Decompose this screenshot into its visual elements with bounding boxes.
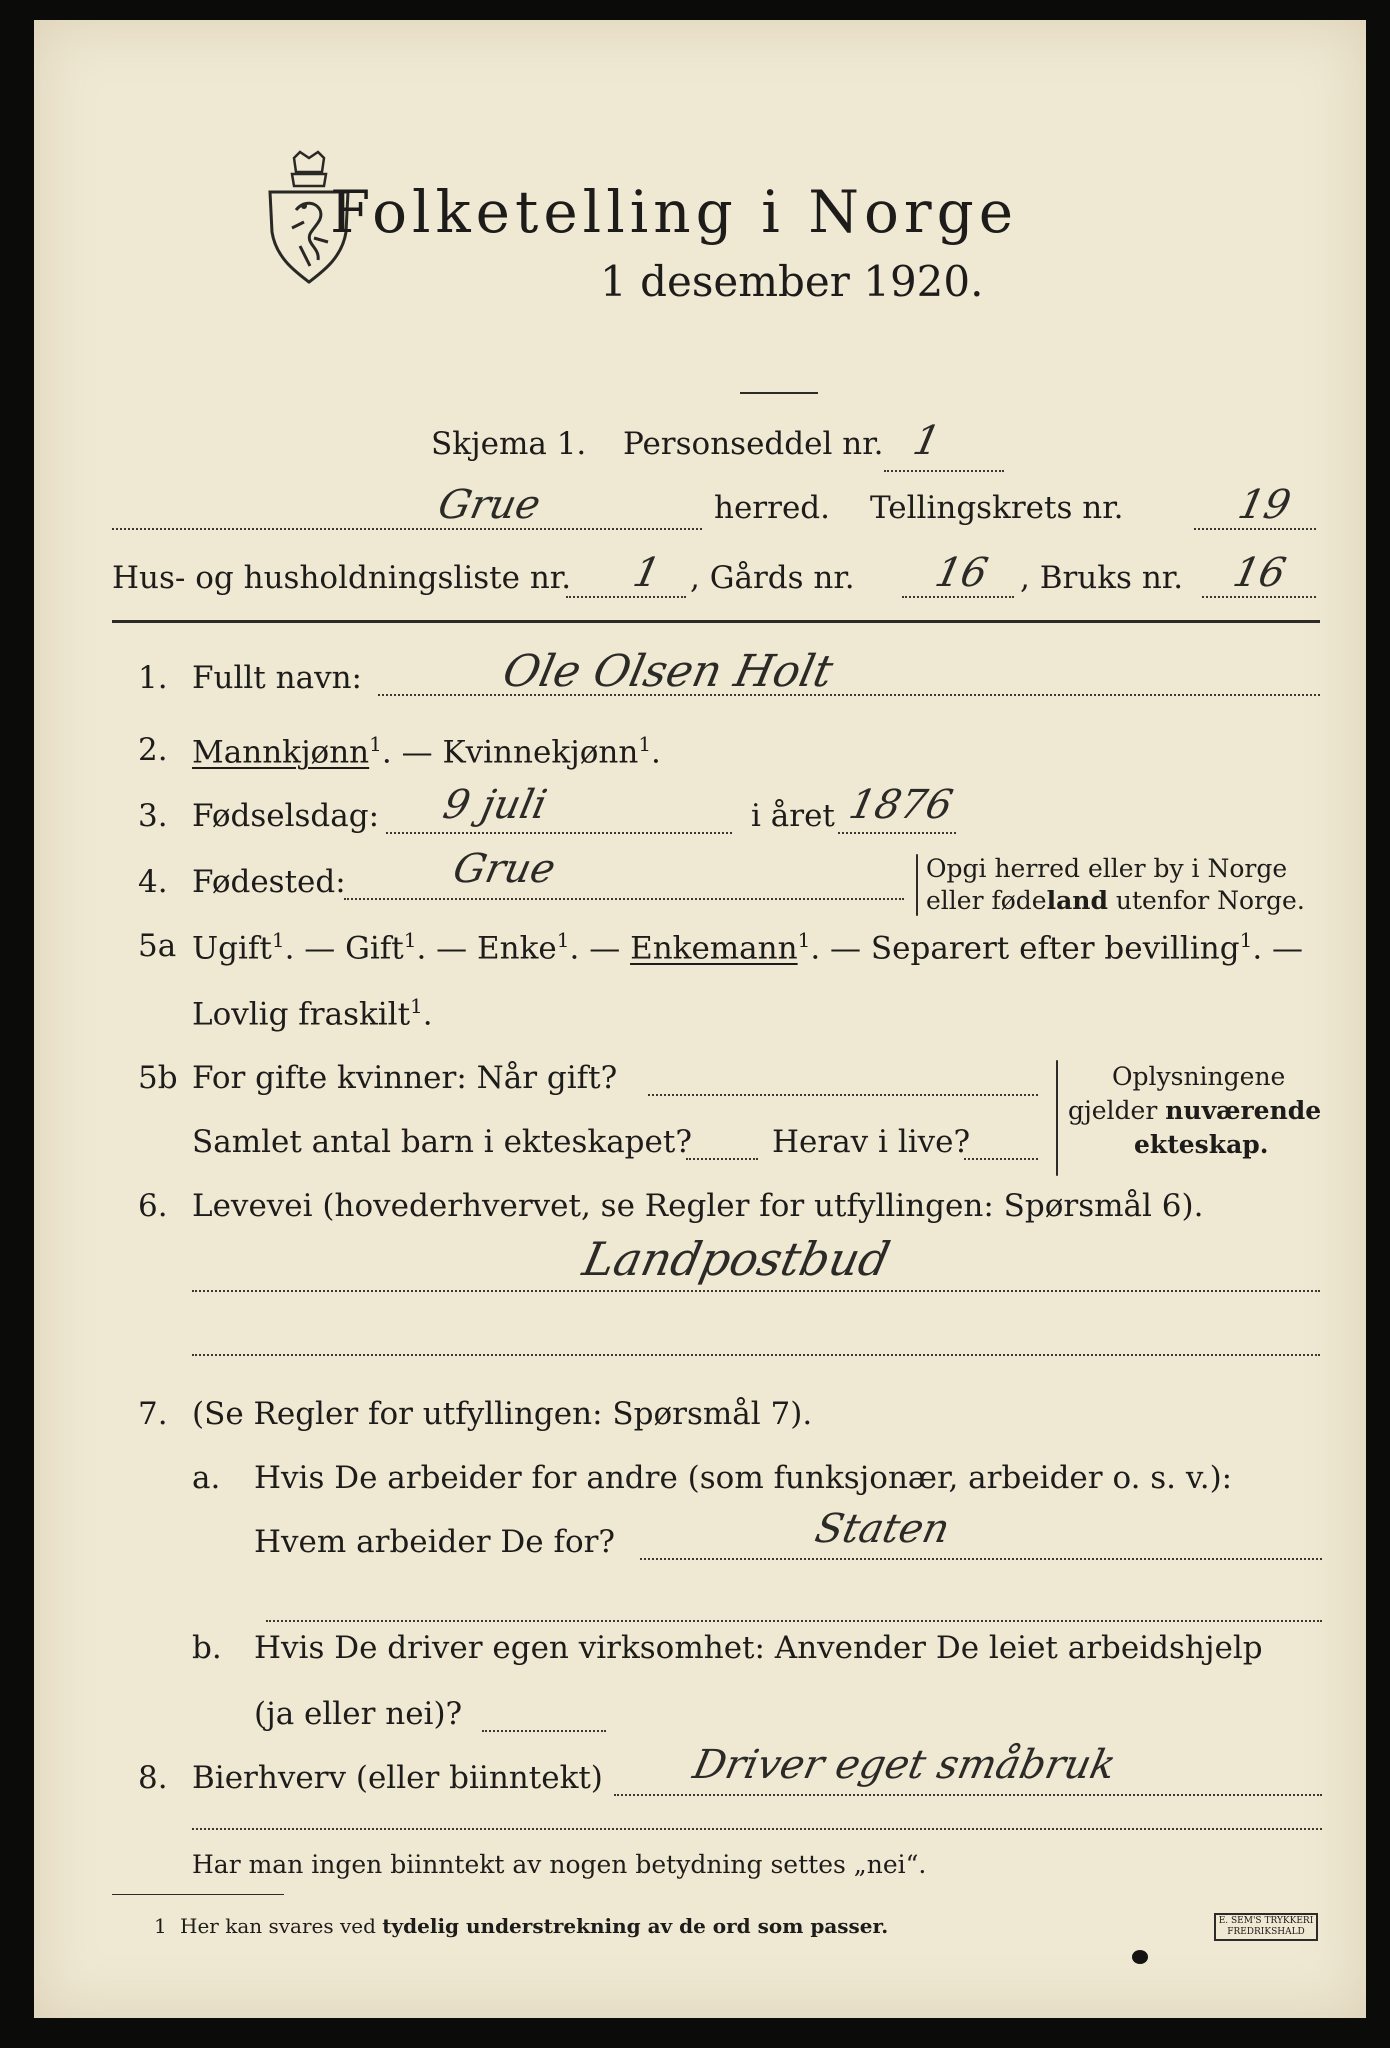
header-divider xyxy=(112,620,1320,623)
q8-number: 8. xyxy=(138,1760,168,1796)
tellingskrets-value: 19 xyxy=(1234,482,1295,528)
q5a-marital-status: Ugift$^1$. — Gift$^1$. — Enke$^1$. — Enkemann$^1$. — Separert efter bevilling$^1$. — xyxy=(192,928,1304,967)
side-income-note: Har man ingen biinntekt av nogen betydning settes „nei“. xyxy=(192,1850,927,1879)
skjema-label: Skjema 1. xyxy=(431,426,587,462)
husholdningsliste-value: 1 xyxy=(629,550,665,596)
q7b-text: Hvis De driver egen virksomhet: Anvender De leiet arbeidshjelp xyxy=(254,1630,1263,1666)
husholdningsliste-label: Hus- og husholdningsliste nr. xyxy=(112,560,572,596)
q7a-letter: a. xyxy=(192,1460,221,1496)
q5b-note-2: gjelder nuværende xyxy=(1068,1096,1322,1125)
q7b-label: (ja eller nei)? xyxy=(254,1696,463,1732)
title-divider xyxy=(740,392,818,394)
q5b-label-3: Herav i live? xyxy=(772,1124,971,1160)
footnote-mark: 1 xyxy=(154,1914,167,1938)
footnote-text: Her kan svares ved tydelig understrekning av de ord som passer. xyxy=(180,1914,889,1938)
personseddel-label: Personseddel nr. xyxy=(623,426,884,462)
birth-year-value: 1876 xyxy=(845,782,957,828)
personseddel-value: 1 xyxy=(909,418,945,464)
q5a-line-2: Lovlig fraskilt$^1$. xyxy=(192,994,433,1033)
tellingskrets-label: Tellingskrets nr. xyxy=(870,490,1124,526)
q3-label: Fødselsdag: xyxy=(192,798,380,834)
employer-value: Staten xyxy=(811,1506,954,1552)
q1-number: 1. xyxy=(138,660,168,696)
herred-label: herred. xyxy=(714,490,830,526)
q7b-letter: b. xyxy=(192,1630,222,1666)
ink-blot xyxy=(1132,1950,1148,1964)
q5b-label-1: For gifte kvinner: Når gift? xyxy=(192,1060,618,1096)
q4-label: Fødested: xyxy=(192,864,346,900)
q1-label: Fullt navn: xyxy=(192,660,362,696)
printer-stamp: E. SEM'S TRYKKERI FREDRIKSHALD xyxy=(1214,1913,1318,1941)
gards-label: , Gårds nr. xyxy=(690,560,855,596)
occupation-value: Landpostbud xyxy=(578,1232,895,1286)
q2-gender: Mannkjønn$^1$. — Kvinnekjønn$^1$. xyxy=(192,732,661,771)
form-title: Folketelling i Norge xyxy=(330,178,1019,246)
q8-label: Bierhverv (eller biinntekt) xyxy=(192,1760,603,1796)
side-income-value: Driver eget småbruk xyxy=(689,1742,1120,1788)
q4-number: 4. xyxy=(138,864,168,900)
q4-note-2: eller fødeland utenfor Norge. xyxy=(926,886,1305,915)
q2-number: 2. xyxy=(138,732,168,768)
widower-option: Enkemann xyxy=(630,930,798,967)
q5b-number: 5b xyxy=(138,1060,178,1096)
q7-label: (Se Regler for utfyllingen: Spørsmål 7). xyxy=(192,1396,813,1432)
full-name-value: Ole Olsen Holt xyxy=(498,646,838,697)
q7a-text: Hvis De arbeider for andre (som funksjonær, arbeider o. s. v.): xyxy=(254,1460,1233,1496)
birthdate-value: 9 juli xyxy=(439,782,551,828)
birthplace-value: Grue xyxy=(449,846,560,892)
male-option: Mannkjønn xyxy=(192,734,370,771)
q3-number: 3. xyxy=(138,798,168,834)
q6-number: 6. xyxy=(138,1188,168,1224)
q7a-label: Hvem arbeider De for? xyxy=(254,1524,616,1560)
q6-label: Levevei (hovederhvervet, se Regler for utfyllingen: Spørsmål 6). xyxy=(192,1188,1204,1224)
gards-value: 16 xyxy=(931,550,992,596)
q3-year-label: i året xyxy=(751,798,835,834)
census-form-sheet xyxy=(34,20,1366,2018)
bruks-label: , Bruks nr. xyxy=(1020,560,1184,596)
q5b-note-1: Oplysningene xyxy=(1112,1062,1286,1091)
form-date: 1 desember 1920. xyxy=(600,257,984,306)
q5b-note-3: ekteskap. xyxy=(1134,1130,1269,1159)
bruks-value: 16 xyxy=(1229,550,1290,596)
q5a-number: 5a xyxy=(138,928,177,964)
herred-value: Grue xyxy=(434,482,545,528)
q7-number: 7. xyxy=(138,1396,168,1432)
q4-note-1: Opgi herred eller by i Norge xyxy=(926,854,1288,883)
q5b-label-2: Samlet antal barn i ekteskapet? xyxy=(192,1124,692,1160)
